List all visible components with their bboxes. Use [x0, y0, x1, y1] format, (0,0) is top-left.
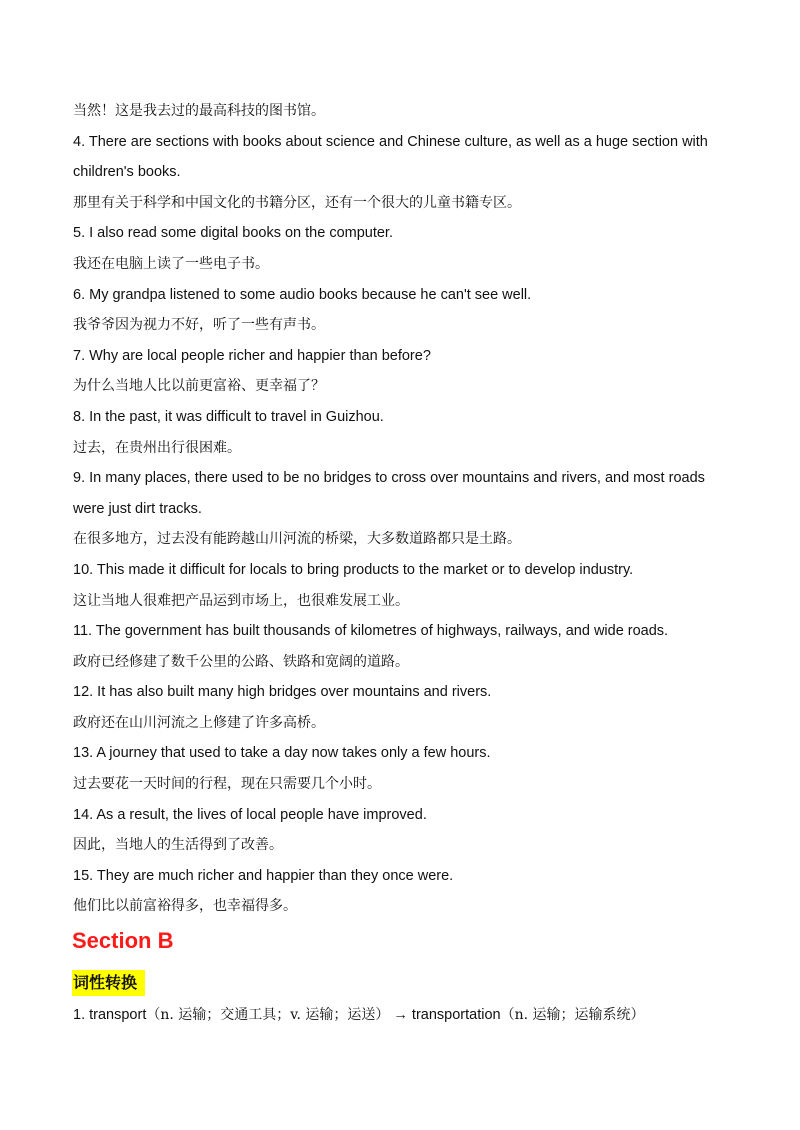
- vocab-derived-definition: （n. 运输；运输系统）: [500, 1007, 645, 1023]
- highlighted-subheading: 词性转换: [72, 970, 145, 996]
- translation-line: 那里有关于科学和中国文化的书籍分区，还有一个很大的儿童书籍专区。: [73, 194, 521, 211]
- vocab-word: 1. transport: [73, 1007, 147, 1023]
- translation-line: 政府已经修建了数千公里的公路、铁路和宽阔的道路。: [73, 653, 409, 670]
- translation-line: 这让当地人很难把产品运到市场上，也很难发展工业。: [73, 592, 409, 609]
- sentence-line: 4. There are sections with books about science and Chinese culture, as well as a huge section with: [73, 133, 708, 150]
- translation-line: 过去，在贵州出行很困难。: [73, 439, 241, 456]
- translation-line: 在很多地方，过去没有能跨越山川河流的桥梁，大多数道路都只是土路。: [73, 531, 521, 548]
- translation-line: 当然！这是我去过的最高科技的图书馆。: [73, 103, 325, 119]
- sentence-line: 11. The government has built thousands of kilometres of highways, railways, and wide roads.: [73, 623, 669, 640]
- section-title: Section B: [72, 928, 174, 953]
- translation-line: 我还在电脑上读了一些电子书。: [73, 255, 269, 272]
- sentence-line: were just dirt tracks.: [73, 500, 202, 517]
- vocab-definition: （n. 运输；交通工具；v. 运输；运送）: [146, 1007, 390, 1023]
- translation-line: 我爷爷因为视力不好，听了一些有声书。: [73, 317, 325, 334]
- sentence-line: 8. In the past, it was difficult to travel in Guizhou.: [73, 408, 384, 425]
- sentence-line: 13. A journey that used to take a day now takes only a few hours.: [73, 745, 491, 762]
- sentence-line: 7. Why are local people richer and happier than before?: [73, 347, 431, 364]
- translation-line: 因此，当地人的生活得到了改善。: [73, 837, 283, 854]
- sentence-line: 14. As a result, the lives of local people have improved.: [73, 806, 427, 823]
- sentence-line: 15. They are much richer and happier than they once were.: [73, 867, 454, 884]
- arrow-icon: →: [393, 1007, 408, 1023]
- vocab-item: [73, 1000, 645, 1030]
- vocab-derived-word: transportation: [411, 1007, 501, 1023]
- translation-line: 为什么当地人比以前更富裕、更幸福了？: [73, 378, 325, 395]
- translation-line: 政府还在山川河流之上修建了许多高桥。: [73, 714, 325, 731]
- sentence-line: 6. My grandpa listened to some audio books because he can't see well.: [73, 286, 532, 303]
- sentence-line: 10. This made it difficult for locals to bring products to the market or to develop industry.: [73, 561, 634, 578]
- translation-line: 过去要花一天时间的行程，现在只需要几个小时。: [73, 776, 381, 793]
- translation-line: 他们比以前富裕得多，也幸福得多。: [73, 898, 297, 915]
- sentence-line: 12. It has also built many high bridges over mountains and rivers.: [73, 684, 492, 701]
- sentence-line: 5. I also read some digital books on the computer.: [73, 225, 393, 242]
- sentence-line: 9. In many places, there used to be no bridges to cross over mountains and rivers, and most roads: [73, 470, 705, 487]
- sentence-line: children's books.: [73, 164, 181, 181]
- sentence-list: [73, 96, 733, 922]
